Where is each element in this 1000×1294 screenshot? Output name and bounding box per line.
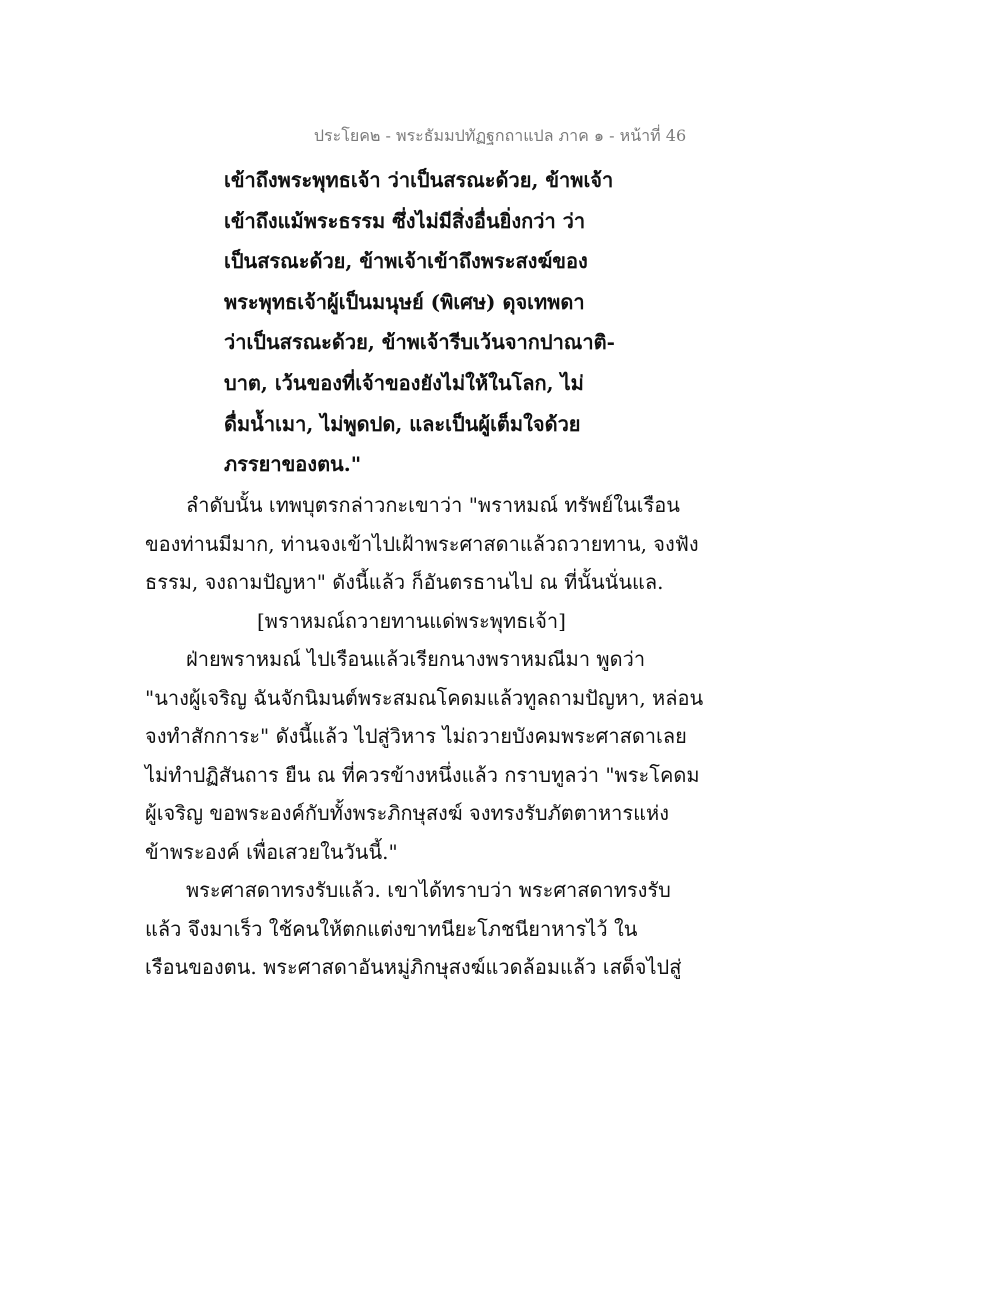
quote-line: เข้าถึงพระพุทธเจ้า ว่าเป็นสรณะด้วย, ข้าพเจ้า: [224, 168, 614, 192]
paragraph-line: พระศาสดาทรงรับแล้ว. เขาได้ทราบว่า พระศาสดาทรงรับ: [186, 878, 671, 902]
paragraph-line: ข้าพระองค์ เพื่อเสวยในวันนี้.": [145, 839, 398, 864]
paragraph-line: ลำดับนั้น เทพบุตรกล่าวกะเขาว่า "พราหมณ์ ทรัพย์ในเรือน: [186, 493, 680, 517]
quote-line: เป็นสรณะด้วย, ข้าพเจ้าเข้าถึงพระสงฆ์ของ: [224, 249, 588, 274]
quoted-verse-block: [224, 160, 824, 485]
quote-line: พระพุทธเจ้าผู้เป็นมนุษย์ (พิเศษ) ดุจเทพดา: [224, 289, 585, 314]
quote-line: ว่าเป็นสรณะด้วย, ข้าพเจ้ารีบเว้นจากปาณาติ-: [224, 330, 615, 355]
paragraph-line: ของท่านมีมาก, ท่านจงเข้าไปเฝ้าพระศาสดาแล้วถวายทาน, จงฟัง: [145, 531, 699, 556]
quote-line: บาต, เว้นของที่เจ้าของยังไม่ให้ในโลก, ไม่: [224, 370, 584, 395]
quote-line: เข้าถึงแม้พระธรรม ซึ่งไม่มีสิ่งอื่นยิ่งกว่า ว่า: [224, 208, 586, 233]
quote-line: ดื่มน้ำเมา, ไม่พูดปด, และเป็นผู้เต็มใจด้วย: [224, 411, 581, 436]
paragraph-line: เรือนของตน. พระศาสดาอันหมู่ภิกษุสงฆ์แวดล้อมแล้ว เสด็จไปสู่: [145, 955, 682, 979]
quote-line: ภรรยาของตน.": [224, 452, 362, 477]
paragraph-line: ผู้เจริญ ขอพระองค์กับทั้งพระภิกษุสงฆ์ จงทรงรับภัตตาหารแห่ง: [145, 801, 669, 825]
paragraph-line: ฝ่ายพราหมณ์ ไปเรือนแล้วเรียกนางพราหมณีมา พูดว่า: [186, 647, 646, 671]
body-text: [145, 486, 945, 987]
paragraph-line: ธรรม, จงถามปัญหา" ดังนี้แล้ว ก็อันตรธานไป ณ ที่นั้นนั่นแล.: [145, 570, 664, 594]
paragraph-line: "นางผู้เจริญ ฉันจักนิมนต์พระสมณโคดมแล้วทูลถามปัญหา, หล่อน: [145, 685, 704, 710]
paragraph-line: ไม่ทำปฏิสันถาร ยืน ณ ที่ควรข้างหนึ่งแล้ว กราบทูลว่า "พระโคดม: [145, 762, 700, 787]
section-heading: [พราหมณ์ถวายทานแด่พระพุทธเจ้า]: [257, 608, 566, 633]
paragraph-line: จงทำสักการะ" ดังนี้แล้ว ไปสู่วิหาร ไม่ถวายบังคมพระศาสดาเลย: [145, 724, 687, 748]
page-header: ประโยค๒ - พระธัมมปทัฏฐกถาแปล ภาค ๑ - หน้าที่ 46: [313, 126, 687, 145]
paragraph-line: แล้ว จึงมาเร็ว ใช้คนให้ตกแต่งขาทนียะโภชนียาหารไว้ ใน: [145, 916, 638, 941]
